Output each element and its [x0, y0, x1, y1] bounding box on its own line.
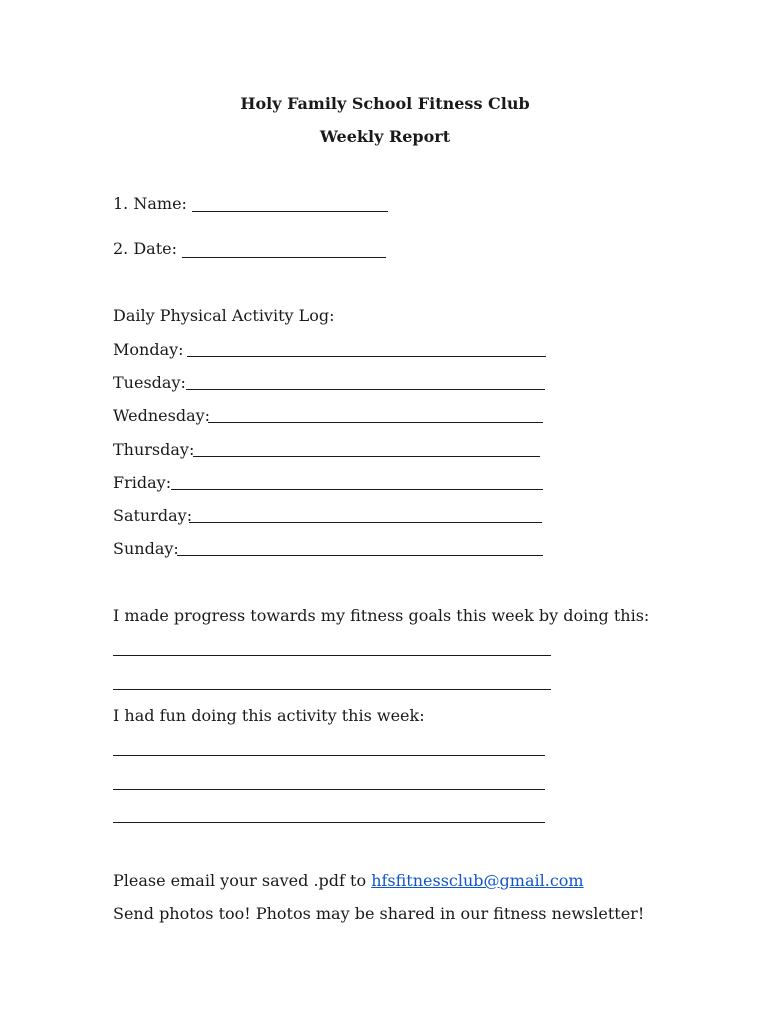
fun-answer-line-3[interactable] [113, 822, 545, 823]
date-field[interactable] [182, 257, 386, 258]
progress-prompt: I made progress towards my fitness goals this week by doing this: [113, 606, 650, 625]
name-label: 1. Name: [113, 194, 187, 213]
tuesday-field[interactable] [186, 389, 545, 390]
day-label-saturday: Saturday: [113, 506, 193, 525]
name-field[interactable] [192, 211, 388, 212]
date-label: 2. Date: [113, 239, 178, 258]
saturday-field[interactable] [189, 522, 542, 523]
day-label-wednesday: Wednesday: [113, 406, 211, 425]
sunday-field[interactable] [177, 555, 543, 556]
friday-field[interactable] [171, 489, 543, 490]
document-title: Holy Family School Fitness Club [240, 94, 530, 113]
activity-log-heading: Daily Physical Activity Log: [113, 306, 335, 325]
fun-answer-line-1[interactable] [113, 755, 545, 756]
thursday-field[interactable] [193, 456, 540, 457]
day-label-monday: Monday: [113, 340, 184, 359]
document-subtitle: Weekly Report [319, 127, 451, 146]
email-instruction [113, 871, 584, 890]
progress-answer-line-1[interactable] [113, 655, 551, 656]
wednesday-field[interactable] [208, 422, 543, 423]
day-label-friday: Friday: [113, 473, 172, 492]
photos-note: Send photos too! Photos may be shared in our fitness newsletter! [113, 904, 645, 923]
day-label-tuesday: Tuesday: [113, 373, 186, 392]
progress-answer-line-2[interactable] [113, 689, 551, 690]
email-instruction-text: Please email your saved .pdf to [113, 871, 372, 890]
day-label-sunday: Sunday: [113, 539, 179, 558]
monday-field[interactable] [187, 356, 546, 357]
fun-answer-line-2[interactable] [113, 789, 545, 790]
fun-prompt: I had fun doing this activity this week: [113, 706, 425, 725]
day-label-thursday: Thursday: [113, 440, 195, 459]
email-link[interactable]: hfsfitnessclub@gmail.com [371, 871, 584, 890]
